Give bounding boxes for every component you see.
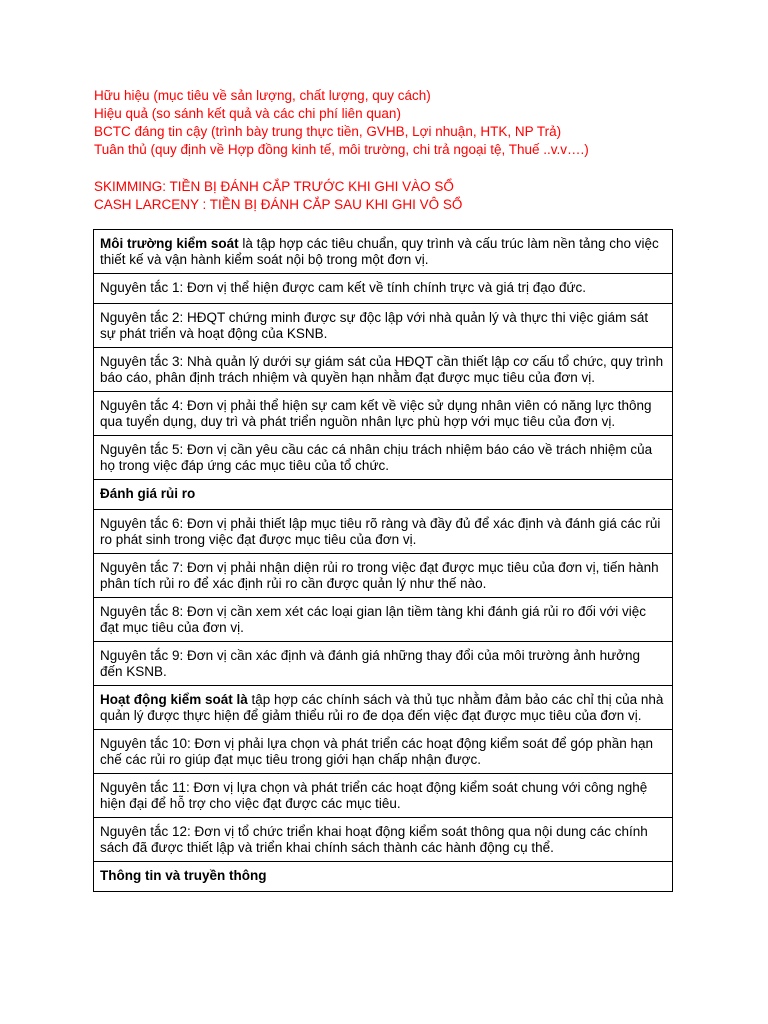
- risk-assessment-cell: [94, 480, 673, 510]
- table-row: [94, 480, 673, 510]
- risk-assessment-heading: Đánh giá rủi ro: [100, 486, 196, 501]
- objective-reliable-reporting: BCTC đáng tin cậy (trình bày trung thực tiền, GVHB, Lợi nhuận, HTK, NP Trả): [94, 124, 562, 139]
- principle-12-cell: Nguyên tắc 12: Đơn vị tổ chức triển khai hoạt động kiểm soát thông qua nội dung các chính sách đã được thiết lập và triển khai chính sách thành các hành động cụ thể.: [94, 818, 673, 862]
- table-row: [94, 686, 673, 730]
- principle-2-cell: Nguyên tắc 2: HĐQT chứng minh được sự độc lập với nhà quản lý và thực thi việc giám sát sự phát triển và hoạt động của KSNB.: [94, 304, 673, 348]
- control-environment-heading: Môi trường kiểm soát: [100, 236, 239, 251]
- principle-7-cell: Nguyên tắc 7: Đơn vị phải nhận diện rủi ro trong việc đạt được mục tiêu của đơn vị, tiến hành phân tích rủi ro để xác định rủi ro cần được quản lý như thế nào.: [94, 554, 673, 598]
- table-row: [94, 304, 673, 348]
- principle-8-cell: Nguyên tắc 8: Đơn vị cần xem xét các loại gian lận tiềm tàng khi đánh giá rủi ro đối với việc đạt mục tiêu của đơn vị.: [94, 598, 673, 642]
- control-activities-cell: [94, 686, 673, 730]
- spacer: [94, 159, 694, 178]
- principle-1-cell: Nguyên tắc 1: Đơn vị thể hiện được cam kết về tính chính trực và giá trị đạo đức.: [94, 274, 673, 304]
- control-activities-text: tập hợp các chính sách và thủ tục nhằm đảm bảo các chỉ thị của nhà quản lý được thực hiện để giảm thiểu rủi ro đe dọa đến việc đạt được mục tiêu của đơn vị.: [100, 692, 664, 723]
- fraud-term-skimming: SKIMMING: TIỀN BỊ ĐÁNH CẮP TRƯỚC KHI GHI VÀO SỔ: [94, 179, 454, 194]
- objective-efficiency: Hiệu quả (so sánh kết quả và các chi phí liên quan): [94, 106, 401, 121]
- table-row: [94, 392, 673, 436]
- principle-6-cell: Nguyên tắc 6: Đơn vị phải thiết lập mục tiêu rõ ràng và đầy đủ để xác định và đánh giá các rủi ro phát sinh trong việc đạt được mục tiêu của đơn vị.: [94, 510, 673, 554]
- table-row: [94, 862, 673, 892]
- table-row: [94, 230, 673, 274]
- table-row: [94, 436, 673, 480]
- table-row: [94, 510, 673, 554]
- principle-5-cell: Nguyên tắc 5: Đơn vị cần yêu cầu các cá nhân chịu trách nhiệm báo cáo về trách nhiệm của họ trong việc đáp ứng các mục tiêu của tổ chức.: [94, 436, 673, 480]
- fraud-term-cash-larceny: CASH LARCENY : TIỀN BỊ ĐÁNH CẮP SAU KHI GHI VÔ SỔ: [94, 197, 463, 212]
- table-row: [94, 774, 673, 818]
- objective-effectiveness: Hữu hiệu (mục tiêu về sản lượng, chất lượng, quy cách): [94, 88, 431, 103]
- control-environment-cell: [94, 230, 673, 274]
- information-communication-cell: [94, 862, 673, 892]
- ksnb-principles-table: [93, 229, 673, 892]
- objective-compliance: Tuân thủ (quy định về Hợp đồng kinh tế, môi trường, chi trả ngoại tệ, Thuế ..v.v….): [94, 142, 589, 157]
- table-row: [94, 730, 673, 774]
- principle-11-cell: Nguyên tắc 11: Đơn vị lựa chọn và phát triển các hoạt động kiểm soát chung với công nghệ hiện đại để hỗ trợ cho việc đạt được các mục tiêu.: [94, 774, 673, 818]
- control-activities-heading: Hoạt động kiểm soát là: [100, 692, 248, 707]
- notes-block: [94, 87, 694, 214]
- table-row: [94, 642, 673, 686]
- table-row: [94, 818, 673, 862]
- principle-9-cell: Nguyên tắc 9: Đơn vị cần xác định và đánh giá những thay đổi của môi trường ảnh hưởng đến KSNB.: [94, 642, 673, 686]
- principle-10-cell: Nguyên tắc 10: Đơn vị phải lựa chọn và phát triển các hoạt động kiểm soát để góp phần hạn chế các rủi ro giúp đạt mục tiêu trong giới hạn chấp nhận được.: [94, 730, 673, 774]
- principle-3-cell: Nguyên tắc 3: Nhà quản lý dưới sự giám sát của HĐQT cần thiết lập cơ cấu tổ chức, quy trình báo cáo, phân định trách nhiệm và quyền hạn nhằm đạt được mục tiêu của đơn vị.: [94, 348, 673, 392]
- control-environment-text: là tập hợp các tiêu chuẩn, quy trình và cấu trúc làm nền tảng cho việc thiết kế và vận hành kiểm soát nội bộ trong một đơn vị.: [100, 236, 659, 267]
- information-communication-heading: Thông tin và truyền thông: [100, 868, 267, 883]
- table-row: [94, 348, 673, 392]
- principle-4-cell: Nguyên tắc 4: Đơn vị phải thể hiện sự cam kết về việc sử dụng nhân viên có năng lực thông qua tuyển dụng, duy trì và phát triển nguồn nhân lực phù hợp với mục tiêu của đơn vị.: [94, 392, 673, 436]
- table-row: [94, 554, 673, 598]
- table-row: [94, 274, 673, 304]
- table-row: [94, 598, 673, 642]
